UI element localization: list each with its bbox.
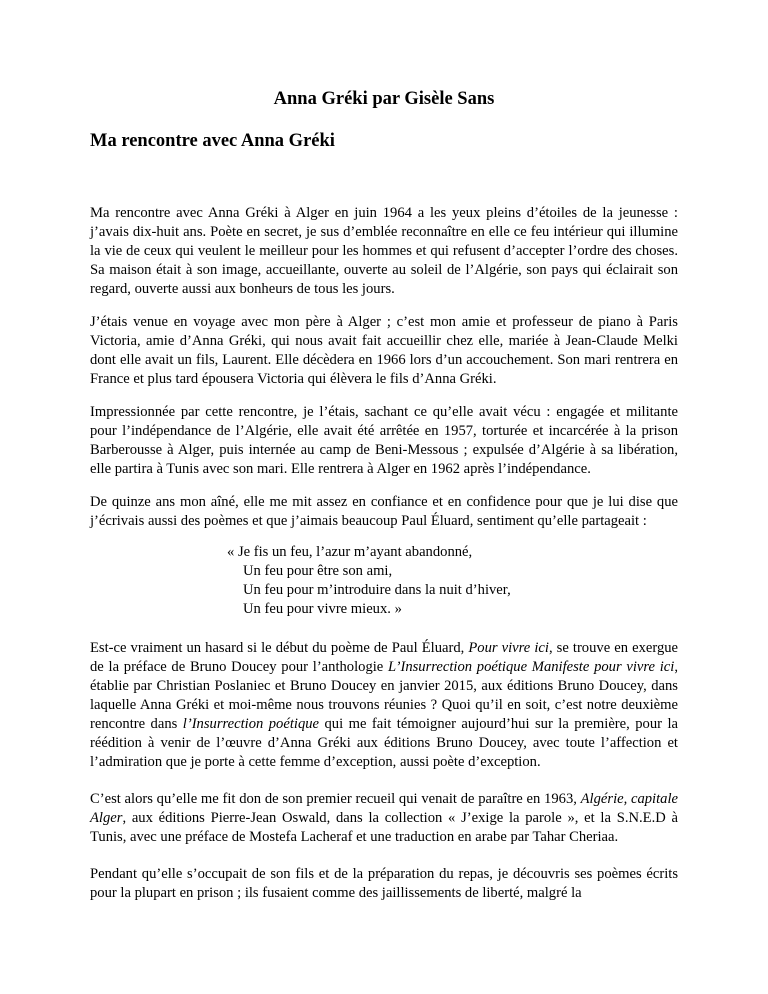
p6-title-algerie: Algérie, capitale Alger — [90, 791, 678, 826]
quote-line-2: Un feu pour être son ami, — [243, 563, 393, 579]
poem-quote — [90, 543, 678, 619]
paragraph-4: De quinze ans mon aîné, elle me mit assez en confiance et en confidence pour que je lui dise que j’écrivais aussi des poèmes et que j’aimais beaucoup Paul Éluard, sentiment qu’elle partageait : — [90, 494, 678, 529]
paragraph-7: Pendant qu’elle s’occupait de son fils et de la préparation du repas, je découvris ses poèmes écrits pour la plupart en prison ; ils fusaient comme des jaillissements de liberté, malgré la — [90, 866, 678, 901]
paragraph-6 — [90, 790, 678, 847]
p5-text-g: qui me fait témoigner aujourd’hui sur la première, pour la réédition à venir de l’œuvre d’Anna Gréki aux éditions Bruno Doucey, avec toute l’affection et l’admiration que je porte à cette femme d’exception, aussi poète d’exception. — [90, 716, 678, 770]
p5-title-pour-vivre-ici: Pour vivre ici — [468, 640, 549, 656]
quote-line-4: Un feu pour vivre mieux. » — [243, 601, 402, 617]
p5-title-anthology: L’Insurrection poétique Manifeste pour vivre ici — [388, 659, 675, 675]
paragraph-2: J’étais venue en voyage avec mon père à Alger ; c’est mon amie et professeur de piano à Paris Victoria, amie d’Anna Gréki, qui nous avait fait accueillir chez elle, mariée à Jean-Claude Melki dont elle avait un fils, Laurent. Elle décèdera en 1966 lors d’un accouchement. Son mari rentrera en France et plus tard épousera Victoria qui élèvera le fils d’Anna Gréki. — [90, 314, 678, 387]
paragraph-1: Ma rencontre avec Anna Gréki à Alger en juin 1964 a les yeux pleins d’étoiles de la jeunesse : j’avais dix-huit ans. Poète en secret, je sus d’emblée reconnaître en elle ce feu intérieur qui illumine la vie de ceux qui veulent le meilleur pour les hommes et qui refusent d’accepter l’ordre des choses. Sa maison était à son image, accueillante, ouverte au soleil de l’Algérie, son pays qui éclairait son regard, ouverte aussi aux bonheurs de tous les jours. — [90, 205, 678, 297]
quote-line-1: « Je fis un feu, l’azur m’ayant abandonné, — [227, 544, 473, 560]
quote-line-3: Un feu pour m’introduire dans la nuit d’hiver, — [243, 582, 511, 598]
paragraph-3: Impressionnée par cette rencontre, je l’étais, sachant ce qu’elle avait vécu : engagée et militante pour l’indépendance de l’Algérie, elle avait été arrêtée en 1957, torturée et incarcérée à la prison Barberousse à Alger, puis internée au camp de Beni-Messous ; expulsée d’Algérie à sa libération, elle partira à Tunis avec son mari. Elle rentrera à Alger en 1962 après l’indépendance. — [90, 404, 678, 477]
p5-text-a: Est-ce vraiment un hasard si le début du poème de Paul Éluard, — [90, 640, 469, 656]
p6-text-c: , aux éditions Pierre-Jean Oswald, dans la collection « J’exige la parole », et la S.N.E.D à Tunis, avec une préface de Mostefa Lacheraf et une traduction en arabe par Tahar Cheriaa. — [90, 810, 678, 845]
section-title: Ma rencontre avec Anna Gréki — [90, 131, 335, 151]
p5-text-c: , se trouve en exergue de la préface de Bruno Doucey pour l’anthologie — [90, 640, 679, 675]
p5-title-insurrection: l’Insurrection poétique — [182, 716, 320, 732]
main-title: Anna Gréki par Gisèle Sans — [273, 89, 495, 109]
p6-text-a: C’est alors qu’elle me fit don de son premier recueil qui venait de paraître en 1963, — [90, 791, 581, 807]
p5-text-e: , établie par Christian Poslaniec et Bruno Doucey en janvier 2015, aux éditions Bruno Doucey, dans laquelle Anna Gréki et moi-même nous trouvons réunies ? Quoi qu’il en soit, c’est notre deuxième rencontre dans — [90, 659, 678, 732]
paragraph-5 — [90, 639, 678, 772]
